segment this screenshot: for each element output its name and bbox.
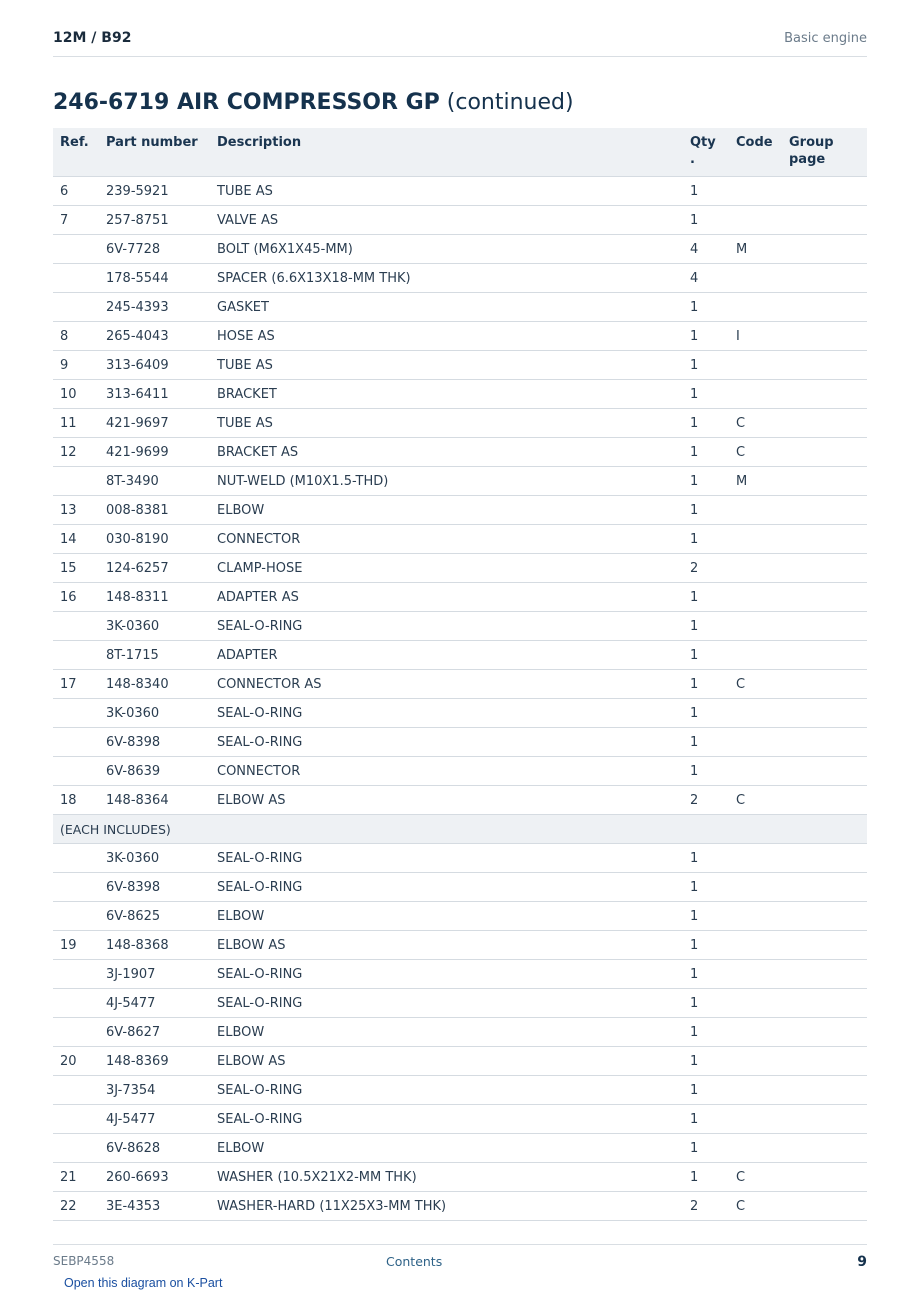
cell-group-page	[789, 1192, 867, 1221]
col-header-code: Code	[736, 128, 789, 177]
cell-ref	[53, 989, 106, 1018]
cell-part-number: 124-6257	[106, 554, 217, 583]
cell-part-number: 030-8190	[106, 525, 217, 554]
cell-qty: 1	[690, 670, 736, 699]
cell-qty: 4	[690, 235, 736, 264]
cell-ref	[53, 1018, 106, 1047]
cell-group-page	[789, 1076, 867, 1105]
cell-ref: 6	[53, 177, 106, 206]
cell-ref: 7	[53, 206, 106, 235]
cell-ref: 12	[53, 438, 106, 467]
title-main: 246-6719 AIR COMPRESSOR GP	[53, 90, 440, 115]
page-footer	[53, 1244, 867, 1275]
cell-ref	[53, 757, 106, 786]
cell-group-page	[789, 1134, 867, 1163]
cell-ref	[53, 728, 106, 757]
cell-code	[736, 902, 789, 931]
contents-link[interactable]: Contents	[386, 1254, 443, 1269]
cell-ref	[53, 612, 106, 641]
cell-code: M	[736, 235, 789, 264]
cell-group-page	[789, 931, 867, 960]
cell-qty: 1	[690, 1076, 736, 1105]
cell-group-page	[789, 1105, 867, 1134]
cell-code: C	[736, 438, 789, 467]
cell-part-number: 6V-8625	[106, 902, 217, 931]
cell-code	[736, 293, 789, 322]
table-note-row	[53, 815, 867, 844]
cell-code: C	[736, 670, 789, 699]
cell-qty: 1	[690, 844, 736, 873]
cell-description: SEAL-O-RING	[217, 699, 690, 728]
cell-part-number: 148-8311	[106, 583, 217, 612]
cell-group-page	[789, 206, 867, 235]
cell-part-number: 245-4393	[106, 293, 217, 322]
cell-qty: 1	[690, 1047, 736, 1076]
cell-qty: 1	[690, 351, 736, 380]
cell-qty: 1	[690, 1105, 736, 1134]
cell-ref	[53, 1076, 106, 1105]
cell-qty: 2	[690, 1192, 736, 1221]
cell-ref	[53, 844, 106, 873]
cell-group-page	[789, 757, 867, 786]
cell-description: ADAPTER	[217, 641, 690, 670]
cell-part-number: 6V-8398	[106, 873, 217, 902]
table-row	[53, 902, 867, 931]
cell-ref: 22	[53, 1192, 106, 1221]
cell-qty: 1	[690, 1018, 736, 1047]
cell-qty: 1	[690, 989, 736, 1018]
cell-code: C	[736, 409, 789, 438]
table-row	[53, 206, 867, 235]
cell-code	[736, 1047, 789, 1076]
table-row	[53, 496, 867, 525]
cell-ref	[53, 902, 106, 931]
cell-description: TUBE AS	[217, 177, 690, 206]
cell-ref	[53, 699, 106, 728]
cell-ref: 10	[53, 380, 106, 409]
cell-ref	[53, 873, 106, 902]
cell-code	[736, 612, 789, 641]
cell-group-page	[789, 1047, 867, 1076]
cell-qty: 1	[690, 525, 736, 554]
cell-code	[736, 1018, 789, 1047]
table-row	[53, 1163, 867, 1192]
cell-code	[736, 931, 789, 960]
cell-part-number: 421-9697	[106, 409, 217, 438]
table-row	[53, 1134, 867, 1163]
cell-code	[736, 206, 789, 235]
cell-note: (EACH INCLUDES)	[53, 815, 867, 844]
cell-qty: 1	[690, 206, 736, 235]
cell-part-number: 6V-8639	[106, 757, 217, 786]
cell-part-number: 3J-1907	[106, 960, 217, 989]
cell-group-page	[789, 438, 867, 467]
cell-description: ELBOW	[217, 902, 690, 931]
cell-part-number: 4J-5477	[106, 989, 217, 1018]
cell-description: TUBE AS	[217, 351, 690, 380]
cell-description: CONNECTOR	[217, 757, 690, 786]
cell-description: CONNECTOR	[217, 525, 690, 554]
table-row	[53, 1105, 867, 1134]
cell-group-page	[789, 670, 867, 699]
cell-description: ELBOW AS	[217, 931, 690, 960]
cell-ref: 18	[53, 786, 106, 815]
cell-ref: 14	[53, 525, 106, 554]
cell-description: SEAL-O-RING	[217, 960, 690, 989]
cell-code	[736, 496, 789, 525]
cell-part-number: 178-5544	[106, 264, 217, 293]
cell-qty: 1	[690, 177, 736, 206]
cell-part-number: 6V-8398	[106, 728, 217, 757]
cell-part-number: 148-8364	[106, 786, 217, 815]
table-row	[53, 670, 867, 699]
col-header-ref: Ref.	[53, 128, 106, 177]
cell-group-page	[789, 873, 867, 902]
cell-code	[736, 844, 789, 873]
cell-qty: 2	[690, 786, 736, 815]
cell-qty: 4	[690, 264, 736, 293]
cell-ref	[53, 264, 106, 293]
cell-qty: 1	[690, 902, 736, 931]
cell-code	[736, 264, 789, 293]
cell-description: CONNECTOR AS	[217, 670, 690, 699]
cell-code	[736, 960, 789, 989]
table-row	[53, 554, 867, 583]
table-row	[53, 583, 867, 612]
cell-group-page	[789, 264, 867, 293]
cell-part-number: 260-6693	[106, 1163, 217, 1192]
table-row	[53, 612, 867, 641]
cell-group-page	[789, 409, 867, 438]
cell-part-number: 6V-7728	[106, 235, 217, 264]
table-row	[53, 786, 867, 815]
cell-description: WASHER (10.5X21X2-MM THK)	[217, 1163, 690, 1192]
cell-description: BOLT (M6X1X45-MM)	[217, 235, 690, 264]
cell-ref: 21	[53, 1163, 106, 1192]
cell-part-number: 265-4043	[106, 322, 217, 351]
cell-qty: 1	[690, 699, 736, 728]
cell-ref	[53, 641, 106, 670]
cell-code	[736, 641, 789, 670]
cell-qty: 1	[690, 873, 736, 902]
cell-code	[736, 583, 789, 612]
cell-qty: 1	[690, 293, 736, 322]
cell-qty: 1	[690, 612, 736, 641]
cell-part-number: 421-9699	[106, 438, 217, 467]
cell-description: ELBOW	[217, 1134, 690, 1163]
table-header-row	[53, 128, 867, 177]
cell-group-page	[789, 177, 867, 206]
cell-part-number: 8T-3490	[106, 467, 217, 496]
document-number: SEBP4558	[53, 1254, 115, 1268]
cell-ref: 13	[53, 496, 106, 525]
cell-part-number: 3K-0360	[106, 844, 217, 873]
cell-code	[736, 525, 789, 554]
cell-part-number: 148-8369	[106, 1047, 217, 1076]
cell-code	[736, 728, 789, 757]
col-header-group-page: Group page	[789, 128, 867, 177]
cell-code: C	[736, 1163, 789, 1192]
table-row	[53, 641, 867, 670]
cell-description: SEAL-O-RING	[217, 728, 690, 757]
cell-description: TUBE AS	[217, 409, 690, 438]
table-row	[53, 235, 867, 264]
cell-description: ADAPTER AS	[217, 583, 690, 612]
cell-description: SEAL-O-RING	[217, 873, 690, 902]
cell-ref: 8	[53, 322, 106, 351]
cell-group-page	[789, 1018, 867, 1047]
cell-ref	[53, 1105, 106, 1134]
table-row	[53, 989, 867, 1018]
cell-code	[736, 1076, 789, 1105]
page-header	[53, 28, 867, 57]
cell-description: SEAL-O-RING	[217, 1105, 690, 1134]
cell-code	[736, 554, 789, 583]
cell-part-number: 3J-7354	[106, 1076, 217, 1105]
cell-part-number: 148-8368	[106, 931, 217, 960]
col-header-part-number: Part number	[106, 128, 217, 177]
cell-description: WASHER-HARD (11X25X3-MM THK)	[217, 1192, 690, 1221]
cell-part-number: 148-8340	[106, 670, 217, 699]
cell-code	[736, 351, 789, 380]
cell-qty: 1	[690, 322, 736, 351]
cell-code	[736, 873, 789, 902]
cell-qty: 1	[690, 583, 736, 612]
cell-description: SPACER (6.6X13X18-MM THK)	[217, 264, 690, 293]
table-row	[53, 380, 867, 409]
col-header-qty: Qty .	[690, 128, 736, 177]
cell-ref	[53, 293, 106, 322]
table-row	[53, 467, 867, 496]
cell-code	[736, 380, 789, 409]
cell-group-page	[789, 989, 867, 1018]
cell-code: C	[736, 1192, 789, 1221]
table-row	[53, 264, 867, 293]
cell-description: BRACKET	[217, 380, 690, 409]
cell-group-page	[789, 699, 867, 728]
table-row	[53, 699, 867, 728]
cell-description: ELBOW	[217, 1018, 690, 1047]
cell-part-number: 313-6409	[106, 351, 217, 380]
cell-description: GASKET	[217, 293, 690, 322]
cell-qty: 2	[690, 554, 736, 583]
cell-part-number: 3E-4353	[106, 1192, 217, 1221]
table-row	[53, 409, 867, 438]
cell-group-page	[789, 612, 867, 641]
cell-code	[736, 1134, 789, 1163]
cell-ref	[53, 467, 106, 496]
cell-code	[736, 989, 789, 1018]
cell-description: CLAMP-HOSE	[217, 554, 690, 583]
cell-group-page	[789, 554, 867, 583]
table-row	[53, 1192, 867, 1221]
cell-qty: 1	[690, 380, 736, 409]
cell-code	[736, 699, 789, 728]
cell-description: HOSE AS	[217, 322, 690, 351]
cell-description: NUT-WELD (M10X1.5-THD)	[217, 467, 690, 496]
cell-code: C	[736, 786, 789, 815]
table-row	[53, 728, 867, 757]
cell-qty: 1	[690, 409, 736, 438]
title-suffix: (continued)	[439, 90, 574, 115]
cell-code	[736, 757, 789, 786]
cell-group-page	[789, 525, 867, 554]
cell-part-number: 257-8751	[106, 206, 217, 235]
cell-description: SEAL-O-RING	[217, 612, 690, 641]
table-row	[53, 931, 867, 960]
breadcrumb: 12M / B92	[53, 30, 132, 46]
page-title	[53, 90, 574, 115]
cell-qty: 1	[690, 960, 736, 989]
cell-group-page	[789, 322, 867, 351]
cell-description: SEAL-O-RING	[217, 989, 690, 1018]
cell-qty: 1	[690, 1134, 736, 1163]
cell-part-number: 3K-0360	[106, 699, 217, 728]
cell-ref	[53, 1134, 106, 1163]
cell-ref: 19	[53, 931, 106, 960]
cell-group-page	[789, 235, 867, 264]
col-header-description: Description	[217, 128, 690, 177]
cell-part-number: 6V-8627	[106, 1018, 217, 1047]
table-row	[53, 438, 867, 467]
cell-group-page	[789, 844, 867, 873]
table-row	[53, 1047, 867, 1076]
cell-qty: 1	[690, 931, 736, 960]
table-row	[53, 757, 867, 786]
cell-ref: 11	[53, 409, 106, 438]
cell-group-page	[789, 641, 867, 670]
table-row	[53, 1018, 867, 1047]
cell-description: VALVE AS	[217, 206, 690, 235]
cell-description: SEAL-O-RING	[217, 844, 690, 873]
parts-table	[53, 128, 867, 1221]
table-row	[53, 177, 867, 206]
cell-part-number: 239-5921	[106, 177, 217, 206]
cell-group-page	[789, 467, 867, 496]
kpart-link[interactable]: Open this diagram on K-Part	[64, 1276, 223, 1290]
table-row	[53, 844, 867, 873]
cell-code: I	[736, 322, 789, 351]
cell-group-page	[789, 902, 867, 931]
cell-group-page	[789, 960, 867, 989]
cell-qty: 1	[690, 1163, 736, 1192]
cell-code	[736, 1105, 789, 1134]
cell-qty: 1	[690, 496, 736, 525]
cell-qty: 1	[690, 757, 736, 786]
page-number: 9	[857, 1254, 867, 1270]
cell-part-number: 008-8381	[106, 496, 217, 525]
cell-ref	[53, 235, 106, 264]
table-row	[53, 322, 867, 351]
cell-qty: 1	[690, 467, 736, 496]
cell-code: M	[736, 467, 789, 496]
table-row	[53, 525, 867, 554]
cell-part-number: 313-6411	[106, 380, 217, 409]
cell-group-page	[789, 728, 867, 757]
cell-qty: 1	[690, 728, 736, 757]
table-row	[53, 293, 867, 322]
cell-ref: 17	[53, 670, 106, 699]
cell-qty: 1	[690, 641, 736, 670]
cell-group-page	[789, 1163, 867, 1192]
cell-ref	[53, 960, 106, 989]
cell-description: SEAL-O-RING	[217, 1076, 690, 1105]
table-row	[53, 351, 867, 380]
cell-group-page	[789, 496, 867, 525]
cell-description: ELBOW AS	[217, 1047, 690, 1076]
cell-description: ELBOW	[217, 496, 690, 525]
table-row	[53, 873, 867, 902]
table-row	[53, 1076, 867, 1105]
cell-description: ELBOW AS	[217, 786, 690, 815]
cell-ref: 9	[53, 351, 106, 380]
cell-group-page	[789, 293, 867, 322]
parts-table-body	[53, 177, 867, 1221]
cell-group-page	[789, 380, 867, 409]
cell-group-page	[789, 583, 867, 612]
cell-part-number: 4J-5477	[106, 1105, 217, 1134]
table-row	[53, 960, 867, 989]
cell-code	[736, 177, 789, 206]
section-label: Basic engine	[784, 31, 867, 46]
cell-part-number: 6V-8628	[106, 1134, 217, 1163]
cell-qty: 1	[690, 438, 736, 467]
cell-group-page	[789, 786, 867, 815]
cell-description: BRACKET AS	[217, 438, 690, 467]
cell-ref: 16	[53, 583, 106, 612]
cell-ref: 15	[53, 554, 106, 583]
cell-group-page	[789, 351, 867, 380]
cell-ref: 20	[53, 1047, 106, 1076]
cell-part-number: 8T-1715	[106, 641, 217, 670]
cell-part-number: 3K-0360	[106, 612, 217, 641]
